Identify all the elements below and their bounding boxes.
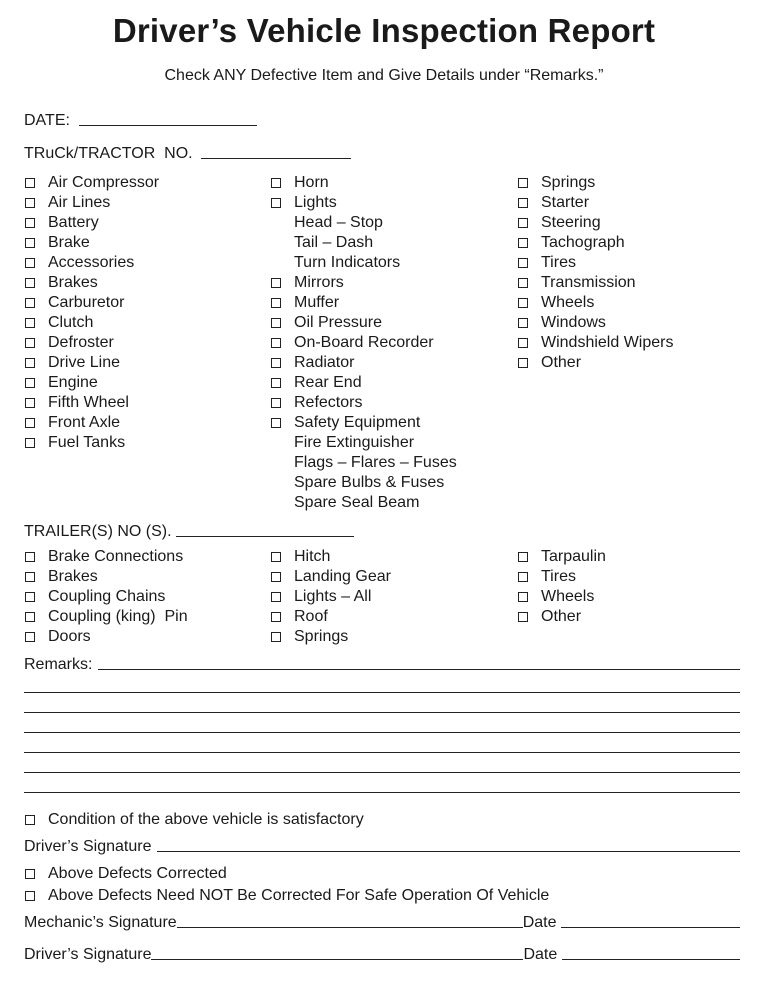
trailer-checkbox-other[interactable] <box>518 612 528 622</box>
truck-item-air-compressor[interactable] <box>24 173 159 193</box>
trailer-item-landing-gear[interactable] <box>270 567 391 587</box>
truck-item-label: Head – Stop <box>294 214 383 231</box>
truck-number-input-line[interactable] <box>201 157 351 159</box>
truck-item-drive-line[interactable] <box>24 353 159 373</box>
trailer-items-column-1 <box>24 547 188 647</box>
trailer-item-label: Brake Connections <box>48 548 184 565</box>
truck-item-on-board-recorder[interactable] <box>270 333 457 353</box>
trailer-checkbox-wheels[interactable] <box>518 592 528 602</box>
trailer-item-label: Tires <box>541 568 576 585</box>
trailer-item-doors[interactable] <box>24 627 188 647</box>
truck-item-turn-indicators <box>270 253 457 273</box>
trailer-item-hitch[interactable] <box>270 547 391 567</box>
truck-item-transmission[interactable] <box>517 273 673 293</box>
truck-item-refectors[interactable] <box>270 393 457 413</box>
truck-item-label: Oil Pressure <box>294 314 383 331</box>
truck-item-defroster[interactable] <box>24 333 159 353</box>
truck-items-column-1 <box>24 173 159 453</box>
truck-checkbox-transmission[interactable] <box>518 278 528 288</box>
remarks-line[interactable] <box>24 712 740 713</box>
truck-item-label: Fuel Tanks <box>48 434 126 451</box>
truck-item-label: Tires <box>541 254 576 271</box>
trailer-checkbox-springs[interactable] <box>271 632 281 642</box>
trailer-item-brake-connections[interactable] <box>24 547 188 567</box>
trailer-item-label: Hitch <box>294 548 331 565</box>
trailer-item-label: Coupling (king) Pin <box>48 608 188 625</box>
truck-item-label: Tail – Dash <box>294 234 374 251</box>
truck-item-label: Clutch <box>48 314 94 331</box>
truck-item-tail-dash <box>270 233 457 253</box>
truck-item-accessories[interactable] <box>24 253 159 273</box>
trailer-checkbox-hitch[interactable] <box>271 552 281 562</box>
truck-item-label: Refectors <box>294 394 363 411</box>
truck-checkbox-drive-line[interactable] <box>25 358 35 368</box>
defects-corrected-label: Above Defects Corrected <box>48 865 227 882</box>
trailer-item-label: Tarpaulin <box>541 548 606 565</box>
truck-item-label: Drive Line <box>48 354 121 371</box>
trailer-item-label: Other <box>541 608 582 625</box>
truck-item-rear-end[interactable] <box>270 373 457 393</box>
defects-corrected-item[interactable] <box>24 864 227 884</box>
defects-not-corrected-item[interactable] <box>24 886 549 906</box>
truck-item-label: Spare Bulbs & Fuses <box>294 474 445 491</box>
defects-not-corrected-label: Above Defects Need NOT Be Corrected For Safe Operation Of Vehicle <box>48 887 550 904</box>
truck-checkbox-horn[interactable] <box>271 178 281 188</box>
trailer-item-label: Lights – All <box>294 588 372 605</box>
truck-item-label: Windows <box>541 314 606 331</box>
driver-date-label: Date <box>523 946 558 963</box>
trailer-item-label: Coupling Chains <box>48 588 166 605</box>
truck-checkbox-engine[interactable] <box>25 378 35 388</box>
truck-item-label: Engine <box>48 374 98 391</box>
truck-checkbox-fifth-wheel[interactable] <box>25 398 35 408</box>
truck-item-other[interactable] <box>517 353 673 373</box>
truck-checkbox-windows[interactable] <box>518 318 528 328</box>
page-title: Driver’s Vehicle Inspection Report <box>112 12 656 49</box>
truck-item-label: On-Board Recorder <box>294 334 434 351</box>
mechanic-date-label: Date <box>522 914 557 931</box>
truck-item-label: Radiator <box>294 354 355 371</box>
truck-item-windshield-wipers[interactable] <box>517 333 673 353</box>
truck-item-fifth-wheel[interactable] <box>24 393 159 413</box>
truck-checkbox-tachograph[interactable] <box>518 238 528 248</box>
trailer-item-roof[interactable] <box>270 607 391 627</box>
truck-item-label: Muffer <box>294 294 340 311</box>
truck-item-oil-pressure[interactable] <box>270 313 457 333</box>
truck-item-label: Transmission <box>541 274 636 291</box>
truck-item-label: Spare Seal Beam <box>294 494 420 511</box>
truck-checkbox-battery[interactable] <box>25 218 35 228</box>
remarks-line[interactable] <box>24 692 740 693</box>
trailer-number-label: TRAILER(S) NO (S). <box>24 523 172 540</box>
truck-item-label: Flags – Flares – Fuses <box>294 454 457 471</box>
truck-item-carburetor[interactable] <box>24 293 159 313</box>
truck-item-label: Defroster <box>48 334 114 351</box>
truck-checkbox-lights[interactable] <box>271 198 281 208</box>
truck-item-label: Accessories <box>48 254 135 271</box>
truck-item-label: Steering <box>541 214 601 231</box>
trailer-item-label: Wheels <box>541 588 595 605</box>
trailer-item-label: Doors <box>48 628 91 645</box>
trailer-checkbox-coupling-chains[interactable] <box>25 592 35 602</box>
truck-checkbox-radiator[interactable] <box>271 358 281 368</box>
trailer-items-column-2 <box>270 547 391 647</box>
truck-item-engine[interactable] <box>24 373 159 393</box>
trailer-checkbox-coupling-king-pin[interactable] <box>25 612 35 622</box>
truck-item-label: Battery <box>48 214 99 231</box>
truck-item-horn[interactable] <box>270 173 457 193</box>
condition-satisfactory-label: Condition of the above vehicle is satisfactory <box>48 811 364 828</box>
truck-item-front-axle[interactable] <box>24 413 159 433</box>
trailer-checkbox-brake-connections[interactable] <box>25 552 35 562</box>
truck-checkbox-mirrors[interactable] <box>271 278 281 288</box>
truck-item-mirrors[interactable] <box>270 273 457 293</box>
defects-not-corrected-checkbox[interactable] <box>25 891 35 901</box>
truck-checkbox-tires[interactable] <box>518 258 528 268</box>
truck-item-springs[interactable] <box>517 173 673 193</box>
truck-item-clutch[interactable] <box>24 313 159 333</box>
mechanic-signature-row[interactable] <box>24 914 740 932</box>
trailer-item-coupling-king-pin[interactable] <box>24 607 188 627</box>
remarks-label: Remarks: <box>24 656 93 673</box>
truck-item-label: Windshield Wipers <box>541 334 674 351</box>
truck-item-label: Brake <box>48 234 90 251</box>
truck-checkbox-air-compressor[interactable] <box>25 178 35 188</box>
trailer-item-tires[interactable] <box>517 567 606 587</box>
trailer-number-field[interactable] <box>24 523 354 541</box>
driver-signature-row-1[interactable] <box>24 838 740 856</box>
driver-signature-label-2: Driver’s Signature <box>24 946 152 963</box>
truck-item-label: Fifth Wheel <box>48 394 129 411</box>
trailer-checkbox-tarpaulin[interactable] <box>518 552 528 562</box>
truck-item-label: Fire Extinguisher <box>294 434 415 451</box>
trailer-item-springs[interactable] <box>270 627 391 647</box>
trailer-item-label: Landing Gear <box>294 568 391 585</box>
trailer-checkbox-brakes[interactable] <box>25 572 35 582</box>
truck-item-starter[interactable] <box>517 193 673 213</box>
truck-checkbox-brakes[interactable] <box>25 278 35 288</box>
truck-item-label: Brakes <box>48 274 98 291</box>
truck-item-tachograph[interactable] <box>517 233 673 253</box>
trailer-checkbox-lights-all[interactable] <box>271 592 281 602</box>
truck-checkbox-muffer[interactable] <box>271 298 281 308</box>
truck-item-label: Tachograph <box>541 234 625 251</box>
truck-checkbox-windshield-wipers[interactable] <box>518 338 528 348</box>
truck-item-label: Air Lines <box>48 194 111 211</box>
trailer-checkbox-tires[interactable] <box>518 572 528 582</box>
mechanic-signature-label: Mechanic’s Signature <box>24 914 177 931</box>
truck-checkbox-oil-pressure[interactable] <box>271 318 281 328</box>
date-input-line[interactable] <box>79 124 257 126</box>
truck-checkbox-other[interactable] <box>518 358 528 368</box>
truck-checkbox-carburetor[interactable] <box>25 298 35 308</box>
truck-item-tires[interactable] <box>517 253 673 273</box>
truck-checkbox-wheels[interactable] <box>518 298 528 308</box>
truck-checkbox-steering[interactable] <box>518 218 528 228</box>
truck-checkbox-fuel-tanks[interactable] <box>25 438 35 448</box>
truck-checkbox-refectors[interactable] <box>271 398 281 408</box>
trailer-item-other[interactable] <box>517 607 606 627</box>
truck-item-label: Springs <box>541 174 596 191</box>
remarks-field[interactable] <box>24 656 740 674</box>
truck-item-label: Starter <box>541 194 590 211</box>
truck-item-brakes[interactable] <box>24 273 159 293</box>
remarks-line[interactable] <box>24 752 740 753</box>
mechanic-date-line[interactable] <box>561 926 740 928</box>
truck-item-label: Air Compressor <box>48 174 160 191</box>
remarks-input-line[interactable] <box>98 668 740 670</box>
defects-corrected-checkbox[interactable] <box>25 869 35 879</box>
trailer-number-input-line[interactable] <box>176 535 354 537</box>
truck-item-windows[interactable] <box>517 313 673 333</box>
trailer-item-brakes[interactable] <box>24 567 188 587</box>
truck-item-safety-equipment[interactable] <box>270 413 457 433</box>
truck-item-label: Horn <box>294 174 329 191</box>
truck-checkbox-brake[interactable] <box>25 238 35 248</box>
truck-checkbox-rear-end[interactable] <box>271 378 281 388</box>
remarks-line[interactable] <box>24 732 740 733</box>
trailer-item-lights-all[interactable] <box>270 587 391 607</box>
truck-item-label: Other <box>541 354 582 371</box>
trailer-item-wheels[interactable] <box>517 587 606 607</box>
date-label: DATE: <box>24 112 70 129</box>
driver-signature-line[interactable] <box>157 850 740 852</box>
truck-item-label: Rear End <box>294 374 362 391</box>
truck-checkbox-air-lines[interactable] <box>25 198 35 208</box>
trailer-checkbox-roof[interactable] <box>271 612 281 622</box>
condition-satisfactory-checkbox[interactable] <box>25 815 35 825</box>
trailer-items-column-3 <box>517 547 606 627</box>
truck-item-head-stop <box>270 213 457 233</box>
trailer-checkbox-doors[interactable] <box>25 632 35 642</box>
trailer-item-label: Springs <box>294 628 349 645</box>
truck-checkbox-front-axle[interactable] <box>25 418 35 428</box>
trailer-item-tarpaulin[interactable] <box>517 547 606 567</box>
truck-item-label: Turn Indicators <box>294 254 401 271</box>
driver-signature-label: Driver’s Signature <box>24 838 152 855</box>
truck-checkbox-defroster[interactable] <box>25 338 35 348</box>
truck-item-spare-bulbs-fuses <box>270 473 457 493</box>
date-field[interactable] <box>24 112 257 130</box>
truck-item-label: Carburetor <box>48 294 125 311</box>
driver-date-line[interactable] <box>562 958 740 960</box>
truck-item-air-lines[interactable] <box>24 193 159 213</box>
trailer-item-label: Roof <box>294 608 328 625</box>
truck-item-spare-seal-beam <box>270 493 457 513</box>
truck-checkbox-accessories[interactable] <box>25 258 35 268</box>
truck-item-wheels[interactable] <box>517 293 673 313</box>
truck-item-label: Mirrors <box>294 274 344 291</box>
truck-checkbox-safety-equipment[interactable] <box>271 418 281 428</box>
truck-item-battery[interactable] <box>24 213 159 233</box>
truck-item-flags-flares-fuses <box>270 453 457 473</box>
truck-number-field[interactable] <box>24 145 351 163</box>
remarks-line[interactable] <box>24 792 740 793</box>
truck-item-label: Front Axle <box>48 414 121 431</box>
page-subtitle: Check ANY Defective Item and Give Details under “Remarks.” <box>164 67 604 84</box>
trailer-item-label: Brakes <box>48 568 98 585</box>
truck-item-label: Lights <box>294 194 337 211</box>
truck-checkbox-springs[interactable] <box>518 178 528 188</box>
remarks-line[interactable] <box>24 772 740 773</box>
truck-item-lights[interactable] <box>270 193 457 213</box>
truck-item-brake[interactable] <box>24 233 159 253</box>
condition-satisfactory-item[interactable] <box>24 810 364 830</box>
truck-item-label: Wheels <box>541 294 595 311</box>
mechanic-signature-line[interactable] <box>177 926 523 928</box>
truck-number-label: TRuCk/TRACTOR NO. <box>24 145 193 162</box>
truck-items-column-3 <box>517 173 673 373</box>
truck-checkbox-on-board-recorder[interactable] <box>271 338 281 348</box>
trailer-item-coupling-chains[interactable] <box>24 587 188 607</box>
driver-signature-line-2[interactable] <box>151 958 523 960</box>
truck-item-fuel-tanks[interactable] <box>24 433 159 453</box>
truck-item-radiator[interactable] <box>270 353 457 373</box>
truck-checkbox-clutch[interactable] <box>25 318 35 328</box>
truck-item-fire-extinguisher <box>270 433 457 453</box>
truck-item-label: Safety Equipment <box>294 414 421 431</box>
truck-item-muffer[interactable] <box>270 293 457 313</box>
truck-items-column-2 <box>270 173 457 513</box>
truck-checkbox-starter[interactable] <box>518 198 528 208</box>
trailer-checkbox-landing-gear[interactable] <box>271 572 281 582</box>
truck-item-steering[interactable] <box>517 213 673 233</box>
driver-signature-row-2[interactable] <box>24 946 740 964</box>
